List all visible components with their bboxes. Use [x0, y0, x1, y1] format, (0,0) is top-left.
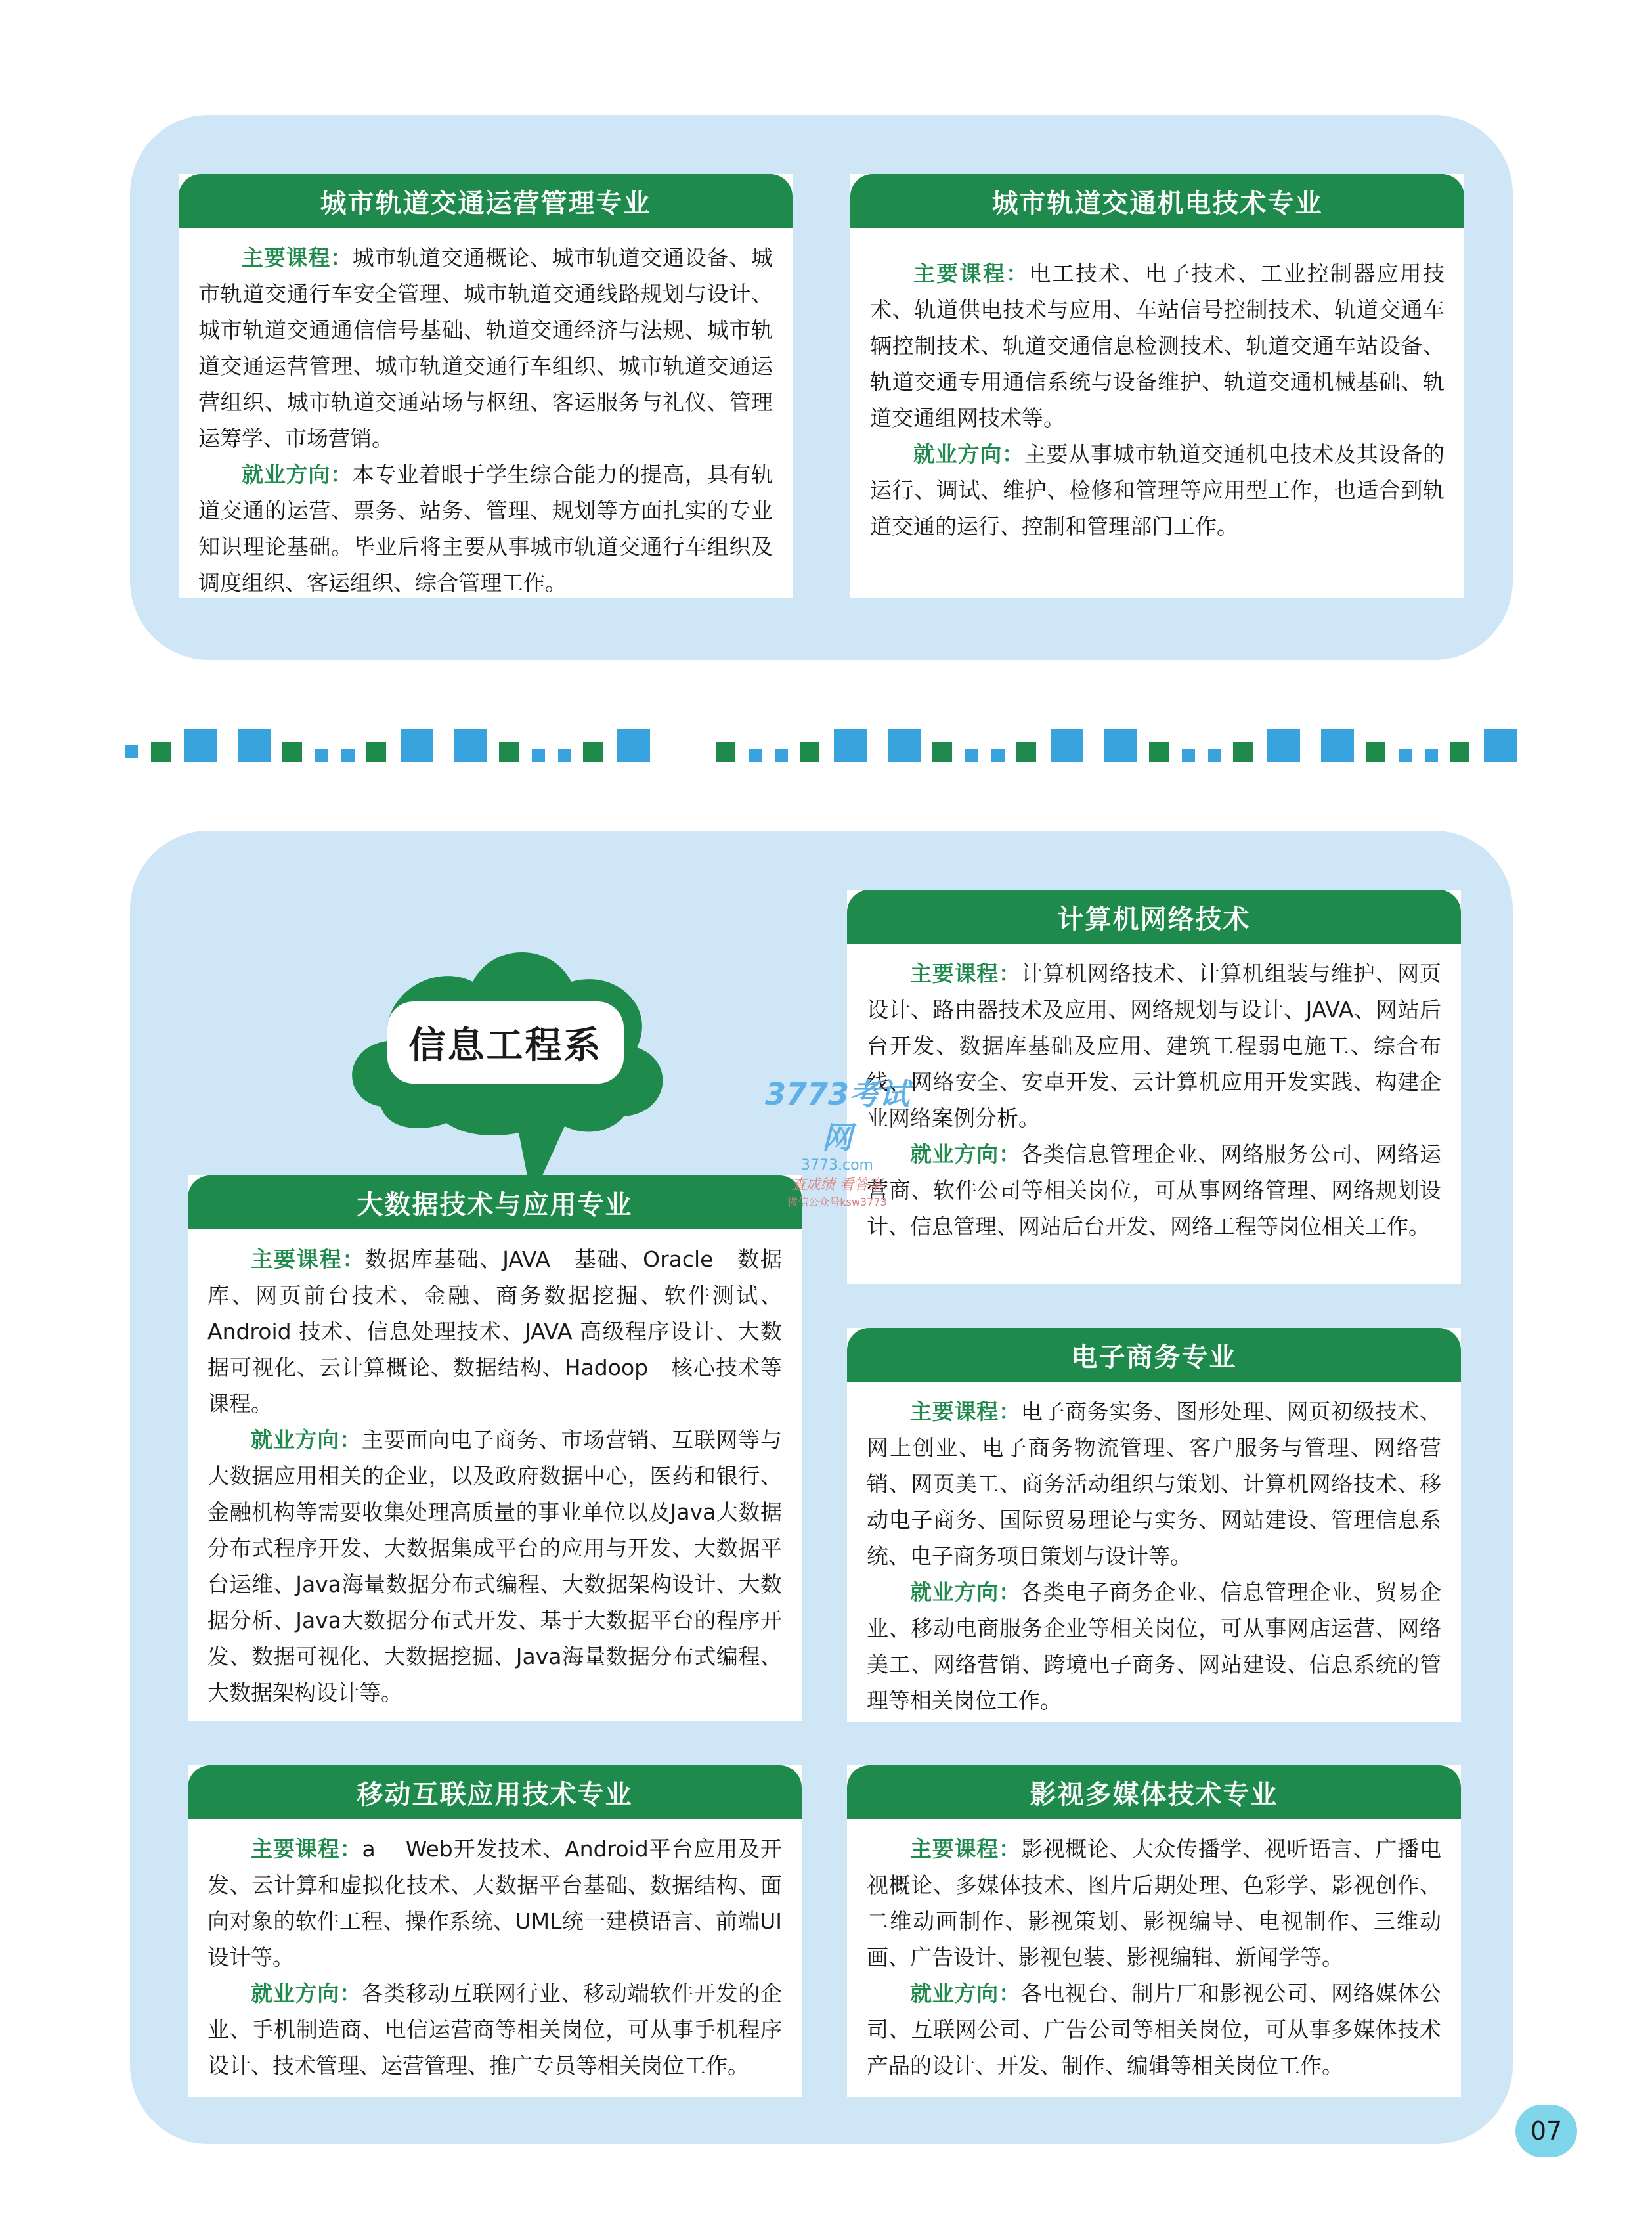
- card-title: 电子商务专业: [847, 1328, 1461, 1382]
- job-text: 各电视台、制片厂和影视公司、网络媒体公司、互联网公司、广告公司等相关岗位，可从事多媒体技术产品的设计、开发、制作、编辑等相关岗位工作。: [867, 1981, 1442, 2078]
- card-body: [850, 228, 1464, 544]
- card-title: 移动互联应用技术专业: [188, 1765, 802, 1819]
- department-title: 信息工程系: [387, 1001, 624, 1084]
- course-label: 主要课程：: [910, 1836, 1021, 1862]
- card-title: 大数据技术与应用专业: [188, 1175, 802, 1229]
- card-media: [847, 1765, 1461, 2097]
- card-body: [188, 1819, 802, 2084]
- job-label: 就业方向：: [910, 1981, 1021, 2006]
- card-rail-ops: [179, 174, 793, 598]
- course-label: 主要课程：: [913, 261, 1030, 286]
- course-text: 数据库基础、JAVA 基础、Oracle 数据库、网页前台技术、金融、商务数据挖掘、软件测试、Android 技术、信息处理技术、JAVA 高级程序设计、大数据可视化、云计算概论、数据结构、Hadoop 核心技术等课程。: [207, 1246, 782, 1417]
- job-text: 各类信息管理企业、网络服务公司、网络运营商、软件公司等相关岗位，可从事网络管理、网络规划设计、信息管理、网站后台开发、网络工程等岗位相关工作。: [867, 1141, 1442, 1239]
- course-label: 主要课程：: [251, 1246, 366, 1272]
- course-label: 主要课程：: [242, 245, 353, 271]
- job-label: 就业方向：: [242, 462, 353, 487]
- course-label: 主要课程：: [910, 961, 1021, 986]
- card-body: [847, 1819, 1461, 2084]
- card-title: 影视多媒体技术专业: [847, 1765, 1461, 1819]
- course-label: 主要课程：: [251, 1836, 362, 1862]
- course-text: 电工技术、电子技术、工业控制器应用技术、轨道供电技术与应用、车站信号控制技术、轨道交通车辆控制技术、轨道交通信息检测技术、轨道交通车站设备、轨道交通专用通信系统与设备维护、轨道交通机械基础、轨道交通组网技术等。: [870, 261, 1445, 431]
- page-number: 07: [1515, 2105, 1577, 2157]
- course-text: 城市轨道交通概论、城市轨道交通设备、城市轨道交通行车安全管理、城市轨道交通线路规划与设计、城市轨道交通通信信号基础、轨道交通经济与法规、城市轨道交通运营管理、城市轨道交通行车组织、城市轨道交通运营组织、城市轨道交通站场与枢纽、客运服务与礼仪、管理运筹学、市场营销。: [198, 245, 773, 451]
- job-text: 各类电子商务企业、信息管理企业、贸易企业、移动电商服务企业等相关岗位，可从事网店运营、网络美工、网络营销、跨境电子商务、网站建设、信息系统的管理等相关岗位工作。: [867, 1579, 1442, 1713]
- course-text: a Web开发技术、Android平台应用及开发、云计算和虚拟化技术、大数据平台基础、数据结构、面向对象的软件工程、操作系统、UML统一建模语言、前端UI设计等。: [207, 1836, 782, 1970]
- watermark-logo: 3773考试网: [764, 1076, 910, 1155]
- card-title: 计算机网络技术: [847, 890, 1461, 944]
- job-text: 主要从事城市轨道交通机电技术及其设备的运行、调试、维护、检修和管理等应用型工作，也适合到轨道交通的运行、控制和管理部门工作。: [870, 441, 1445, 539]
- card-body: [847, 944, 1461, 1244]
- job-label: 就业方向：: [251, 1981, 362, 2006]
- card-rail-mech: [850, 174, 1464, 598]
- job-label: 就业方向：: [910, 1579, 1021, 1605]
- watermark: [755, 1070, 919, 1209]
- card-bigdata: [188, 1175, 802, 1721]
- job-label: 就业方向：: [910, 1141, 1021, 1167]
- course-text: 影视概论、大众传播学、视听语言、广播电视概论、多媒体技术、图片后期处理、色彩学、影视创作、二维动画制作、影视策划、影视编导、电视制作、三维动画、广告设计、影视包装、影视编辑、新闻学等。: [867, 1836, 1442, 1970]
- job-text: 本专业着眼于学生综合能力的提高，具有轨道交通的运营、票务、站务、管理、规划等方面扎实的专业知识理论基础。毕业后将主要从事城市轨道交通行车组织及调度组织、客运组织、综合管理工作。: [198, 462, 773, 596]
- card-title: 城市轨道交通机电技术专业: [850, 174, 1464, 228]
- card-title: 城市轨道交通运营管理专业: [179, 174, 793, 228]
- job-label: 就业方向：: [251, 1427, 362, 1453]
- watermark-line1: 查成绩 看答案: [791, 1177, 883, 1193]
- job-text: 主要面向电子商务、市场营销、互联网等与大数据应用相关的企业，以及政府数据中心，医药和银行、金融机构等需要收集处理高质量的事业单位以及Java大数据分布式程序开发、大数据集成平台的应用与开发、大数据平台运维、Java海量数据分布式编程、大数据架构设计、大数据分析、Java大数据分布式开发、基于大数据平台的程序开发、数据可视化、大数据挖掘、Java海量数据分布式编程、大数据架构设计等。: [207, 1427, 783, 1705]
- card-body: [847, 1382, 1461, 1719]
- course-text: 计算机网络技术、计算机组装与维护、网页设计、路由器技术及应用、网络规划与设计、JAVA、网站后台开发、数据库基础及应用、建筑工程弱电施工、综合布线、网络安全、安卓开发、云计算机应用开发实践、构建企业网络案例分析。: [867, 961, 1442, 1131]
- card-network: [847, 890, 1461, 1284]
- card-ecommerce: [847, 1328, 1461, 1722]
- job-text: 各类移动互联网行业、移动端软件开发的企业、手机制造商、电信运营商等相关岗位，可从事手机程序设计、技术管理、运营管理、推广专员等相关岗位工作。: [207, 1981, 783, 2078]
- watermark-line2: 微信公众号ksw3773: [787, 1196, 887, 1208]
- watermark-domain: 3773.com: [801, 1157, 873, 1174]
- course-label: 主要课程：: [910, 1399, 1021, 1424]
- card-mobile: [188, 1765, 802, 2097]
- card-body: [179, 228, 793, 601]
- card-body: [188, 1229, 802, 1711]
- course-text: 电子商务实务、图形处理、网页初级技术、网上创业、电子商务物流管理、客户服务与管理、网络营销、网页美工、商务活动组织与策划、计算机网络技术、移动电子商务、国际贸易理论与实务、网站建设、管理信息系统、电子商务项目策划与设计等。: [867, 1399, 1442, 1569]
- job-label: 就业方向：: [913, 441, 1024, 467]
